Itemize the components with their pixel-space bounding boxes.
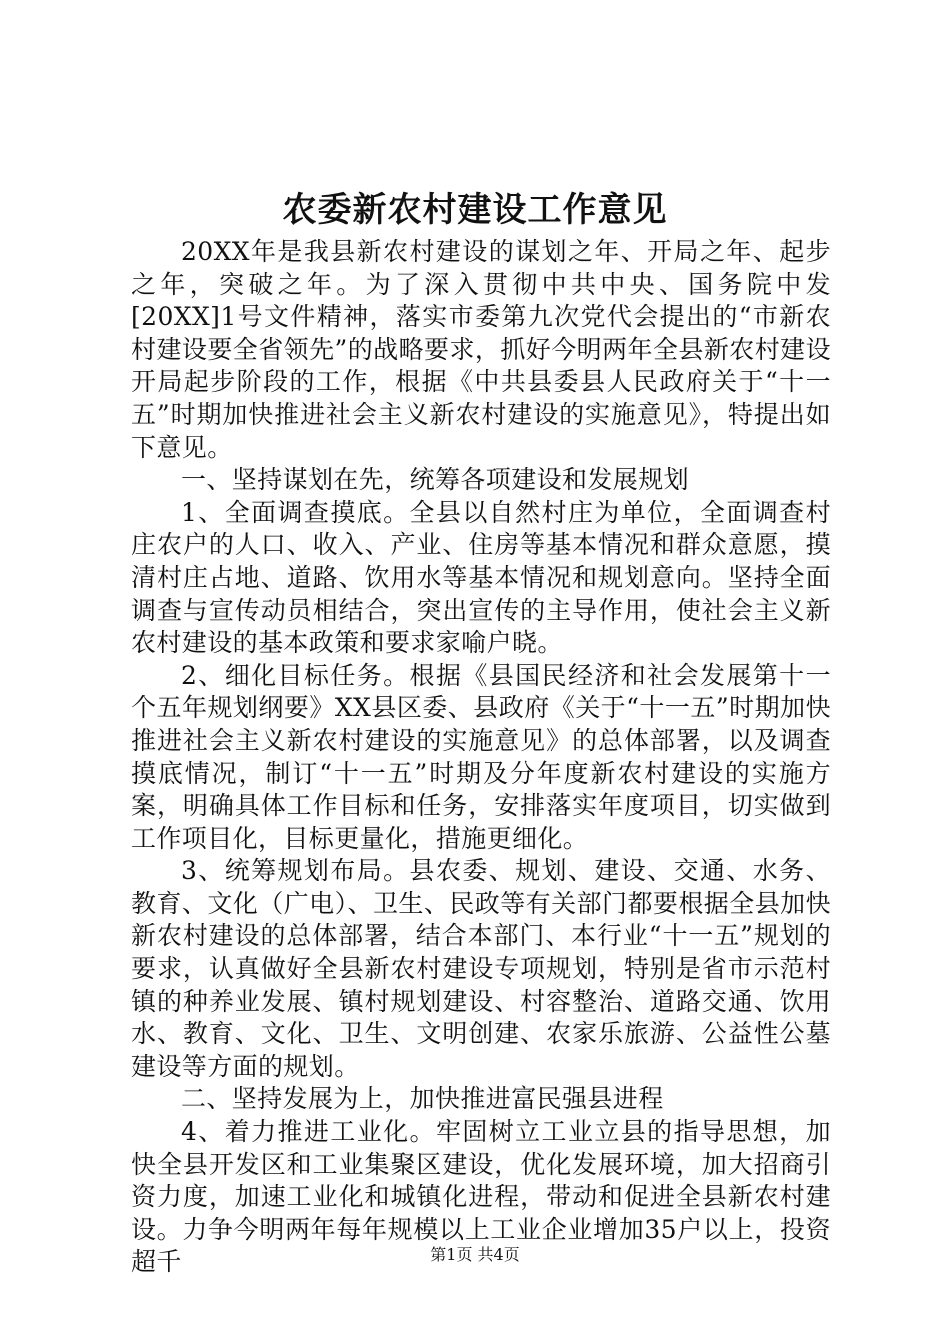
- section-heading-2: 二、坚持发展为上，加快推进富民强县进程: [181, 1084, 664, 1114]
- body-paragraph-3: 3、统筹规划布局。县农委、规划、建设、交通、水务、教育、文化（广电）、卫生、民政等有关部门都要根据全县加快新农村建设的总体部署，结合本部门、本行业“十一五”规划的要求，认真做好全县新农村建设专项规划，特别是省市示范村镇的种养业发展、镇村规划建设、村容整治、道路交通、饮用水、教育、文化、卫生、文明创建、农家乐旅游、公益性公墓建设等方面的规划。: [131, 856, 831, 1081]
- body-paragraph-1: 1、全面调查摸底。全县以自然村庄为单位，全面调查村庄农户的人口、收入、产业、住房等基本情况和群众意愿，摸清村庄占地、道路、饮用水等基本情况和规划意向。坚持全面调查与宣传动员相结合，突出宣传的主导作用，使社会主义新农村建设的基本政策和要求家喻户晓。: [131, 497, 831, 658]
- body-paragraph-4: 4、着力推进工业化。牢固树立工业立县的指导思想，加快全县开发区和工业集聚区建设，优化发展环境，加大招商引资力度，加速工业化和城镇化进程，带动和促进全县新农村建设。力争今明两年每年规模以上工业企业增加35户以上，投资超千: [131, 1117, 831, 1277]
- intro-paragraph: 20XX年是我县新农村建设的谋划之年、开局之年、起步之年，突破之年。为了深入贯彻中共中央、国务院中发[20XX]1号文件精神，落实市委第九次党代会提出的“市新农村建设要全省领先”的战略要求，抓好今明两年全县新农村建设开局起步阶段的工作，根据《中共县委县人民政府关于“十一五”时期加快推进社会主义新农村建设的实施意见》，特提出如下意见。: [131, 237, 831, 462]
- document-body: [131, 236, 831, 1279]
- document-title: 农委新农村建设工作意见: [282, 190, 668, 230]
- page-footer: 第1页 共4页: [430, 1245, 520, 1264]
- section-heading-1: 一、坚持谋划在先，统筹各项建设和发展规划: [181, 465, 690, 495]
- body-paragraph-2: 2、细化目标任务。根据《县国民经济和社会发展第十一个五年规划纲要》XX县区委、县政府《关于“十一五”时期加快推进社会主义新农村建设的实施意见》的总体部署，以及调查摸底情况，制订“十一五”时期及分年度新农村建设的实施方案，明确具体工作目标和任务，安排落实年度项目，切实做到工作项目化，目标更量化，措施更细化。: [131, 660, 831, 853]
